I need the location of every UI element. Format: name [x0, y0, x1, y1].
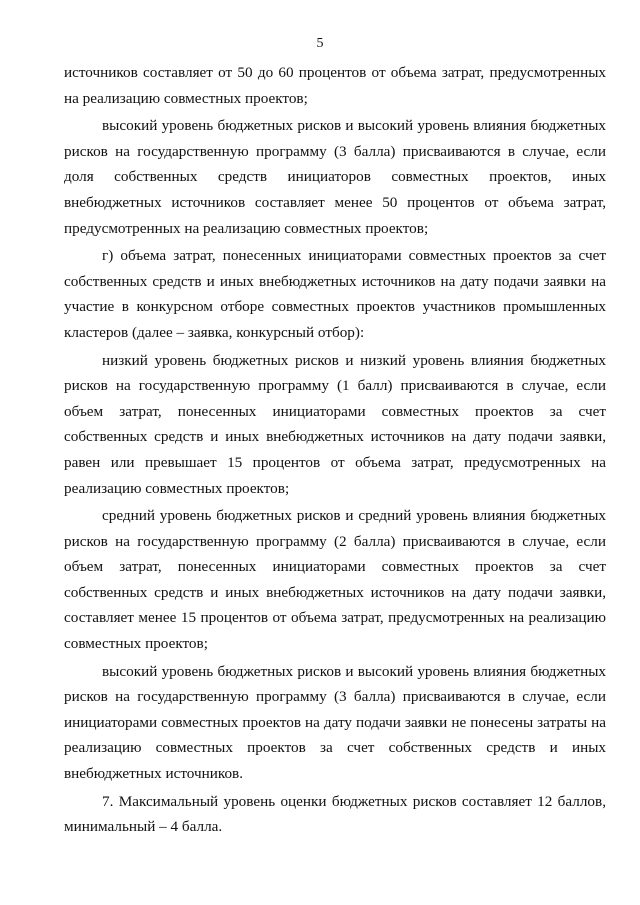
- paragraph-low-risk: низкий уровень бюджетных рисков и низкий уровень влияния бюджетных рисков на государственную программу (1 балл) присваиваются в случае, если объем затрат, понесенных инициаторами совместных проектов за счет собственных средств и иных внебюджетных источников на дату подачи заявки, равен или превышает 15 процентов от объема затрат, предусмотренных на реализацию совместных проектов;: [64, 351, 606, 497]
- paragraph-item-7: 7. Максимальный уровень оценки бюджетных рисков составляет 12 баллов, минимальный – 4 балла.: [64, 792, 606, 836]
- paragraph-high-risk-share: высокий уровень бюджетных рисков и высокий уровень влияния бюджетных рисков на государственную программу (3 балла) присваиваются в случае, если доля собственных средств инициаторов совместных проектов, иных внебюджетных источников составляет менее 50 процентов от объема затрат, предусмотренных на реализацию совместных проектов;: [64, 117, 606, 237]
- paragraph-medium-risk: средний уровень бюджетных рисков и средний уровень влияния бюджетных рисков на государственную программу (2 балла) присваиваются в случае, если объем затрат, понесенных инициаторами совместных проектов за счет собственных средств и иных внебюджетных источников на дату подачи заявки, составляет менее 15 процентов от объема затрат, предусмотренных на реализацию совместных проектов;: [64, 507, 606, 653]
- document-body: [64, 60, 606, 842]
- paragraph-continuation: источников составляет от 50 до 60 процентов от объема затрат, предусмотренных на реализацию совместных проектов;: [64, 64, 606, 107]
- page-number: 5: [316, 36, 324, 51]
- paragraph-high-risk-costs: высокий уровень бюджетных рисков и высокий уровень влияния бюджетных рисков на государственную программу (3 балла) присваиваются в случае, если инициаторами совместных проектов на дату подачи заявки не понесены затраты на реализацию совместных проектов за счет собственных средств и иных внебюджетных источников.: [64, 662, 606, 783]
- paragraph-criterion-g: г) объема затрат, понесенных инициаторами совместных проектов за счет собственных средств и иных внебюджетных источников на дату подачи заявки на участие в конкурсном отборе совместных проектов участников промышленных кластеров (далее – заявка, конкурсный отбор):: [64, 247, 606, 341]
